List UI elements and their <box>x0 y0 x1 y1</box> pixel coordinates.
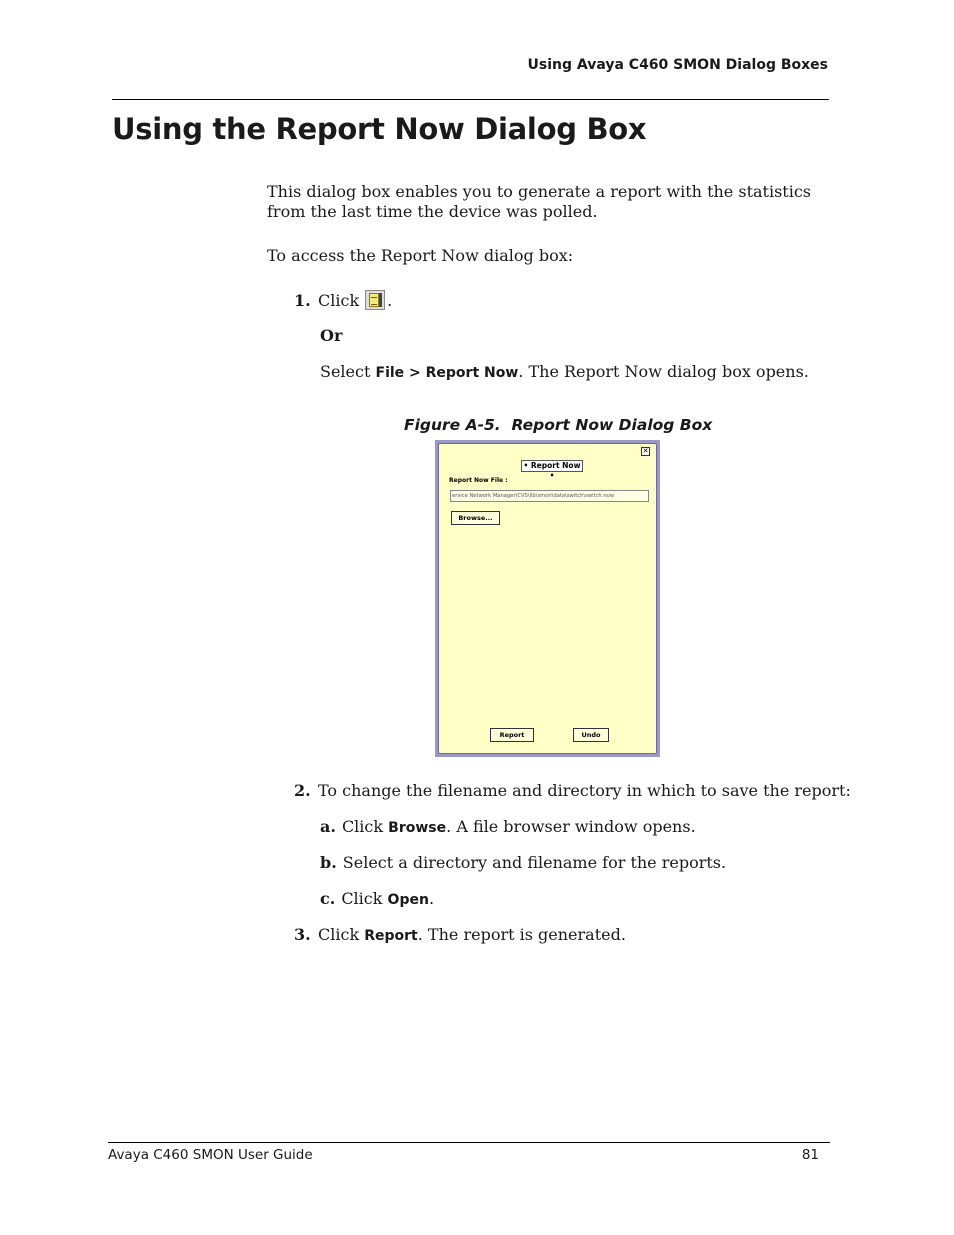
undo-button[interactable]: Undo <box>573 728 609 742</box>
page-number: 81 <box>801 1147 819 1163</box>
substep-letter: b. <box>320 853 337 872</box>
step-3 <box>294 925 626 946</box>
step-number: 1. <box>294 291 311 310</box>
or-label: Or <box>320 326 343 345</box>
step-2 <box>294 781 851 801</box>
select-prefix: Select <box>320 362 371 381</box>
report-button[interactable]: Report <box>490 728 534 742</box>
step-end: . <box>387 291 393 310</box>
dialog-body <box>438 443 657 754</box>
ui-term-open: Open <box>387 892 429 908</box>
substep-b <box>320 853 726 873</box>
substep-suffix: . <box>428 889 435 908</box>
select-suffix: . The Report Now dialog box opens. <box>518 362 809 381</box>
close-icon[interactable]: ✕ <box>642 447 649 455</box>
substep-c <box>320 889 434 910</box>
header-rule <box>112 99 829 100</box>
step-text: Click <box>318 291 360 310</box>
figure-caption: Figure A-5. Report Now Dialog Box <box>404 416 713 434</box>
ui-term-browse: Browse <box>388 820 447 836</box>
select-menu-instruction <box>320 362 809 383</box>
substep-a <box>320 817 696 838</box>
footer-rule <box>108 1142 830 1143</box>
step-number: 3. <box>294 925 311 944</box>
ui-term-report: Report <box>364 928 418 944</box>
substep-letter: a. <box>320 817 336 836</box>
substep-text: Select a directory and filename for the reports. <box>342 853 727 872</box>
step-prefix: Click <box>318 925 360 944</box>
step-suffix: . The report is generated. <box>417 925 626 944</box>
substep-prefix: Click <box>341 817 384 836</box>
step-number: 2. <box>294 781 311 800</box>
menu-path: File > Report Now <box>375 365 519 381</box>
report-file-label: Report Now File : <box>449 477 508 484</box>
step-1 <box>294 290 392 311</box>
step-text: To change the filename and directory in which to save the report: <box>318 781 851 800</box>
report-file-field[interactable]: ervice Network Manager\CVS\lib\smon\data\switch\switch.now <box>450 490 649 502</box>
running-header: Using Avaya C460 SMON Dialog Boxes <box>527 57 828 73</box>
section-title: Using the Report Now Dialog Box <box>112 112 647 146</box>
report-now-icon[interactable] <box>365 290 385 310</box>
report-now-dialog <box>435 440 660 757</box>
substep-prefix: Click <box>341 889 383 908</box>
substep-letter: c. <box>320 889 336 908</box>
substep-suffix: . A file browser window opens. <box>446 817 696 836</box>
access-intro: To access the Report Now dialog box: <box>267 246 574 265</box>
browse-button[interactable]: Browse... <box>451 511 500 525</box>
footer-guide-title: Avaya C460 SMON User Guide <box>108 1147 313 1163</box>
report-type-select[interactable]: • Report Now • <box>521 460 583 472</box>
intro-paragraph: This dialog box enables you to generate a report with the statistics from the last time the device was polled. <box>267 182 812 221</box>
